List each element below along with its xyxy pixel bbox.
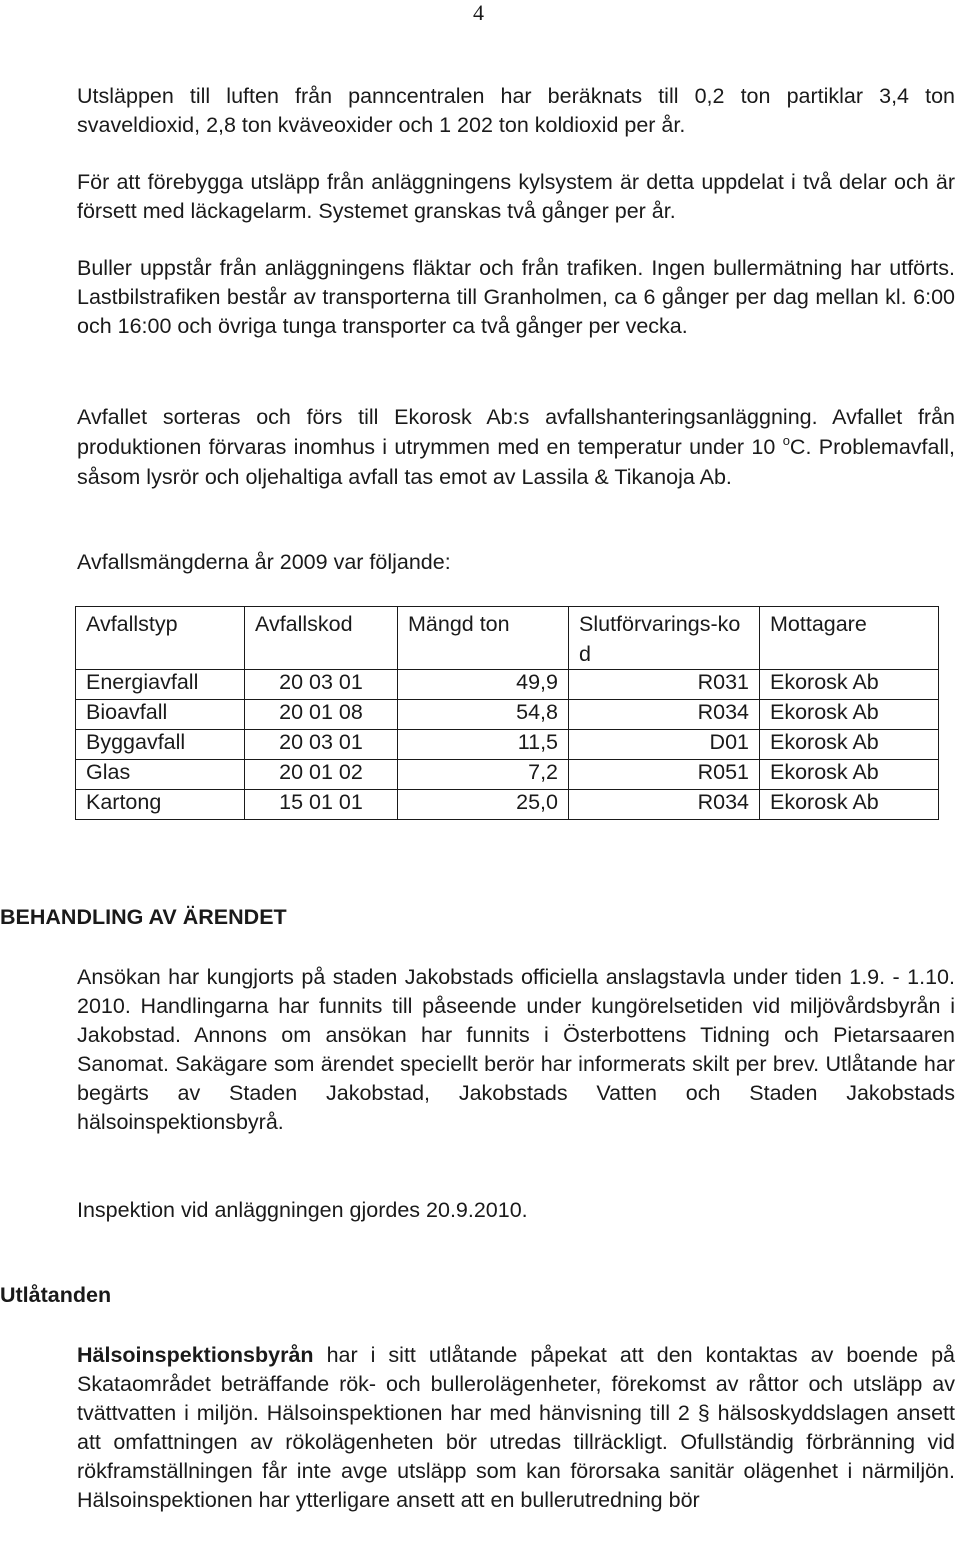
header-slutforvaringskod — [569, 607, 760, 670]
cell-avfallstyp: Energiavfall — [76, 670, 245, 700]
cell-avfallskod: 20 01 02 — [245, 760, 398, 790]
cell-slutforvaringskod: D01 — [569, 730, 760, 760]
table-row — [76, 700, 939, 730]
cell-mangd: 49,9 — [398, 670, 569, 700]
waste-paragraph-part-1: Avfallet sorteras och förs till Ekorosk Ab:s avfallshanteringsanläggning. Avfallet från produktionen förvaras inomhus i utrymmen med en temperatur under 10 — [77, 405, 955, 459]
cell-mottagare: Ekorosk Ab — [760, 670, 939, 700]
header-avfallskod: Avfallskod — [245, 607, 398, 670]
cell-avfallskod: 20 01 08 — [245, 700, 398, 730]
waste-paragraph-part-2: C. Problemavfall, såsom lysrör och oljehaltiga avfall tas emot av Lassila & Tikanoja Ab. — [77, 435, 955, 489]
table-row — [76, 760, 939, 790]
header-slutforvaringskod-label: Slutförvarings-kod — [579, 612, 741, 666]
cell-mottagare: Ekorosk Ab — [760, 760, 939, 790]
cell-mangd: 54,8 — [398, 700, 569, 730]
section-heading-utlatanden: Utlåtanden — [0, 1283, 112, 1307]
header-avfallstyp: Avfallstyp — [76, 607, 245, 670]
cell-slutforvaringskod: R034 — [569, 700, 760, 730]
utlatanden-text: har i sitt utlåtande påpekat att den kontaktas av boende på Skataområdet beträffande rök- och bullerolägenheter, förekomst av råttor och utsläpp av tvättvatten i miljön. Hälsoinspektionen har med hänvisning till 2 § hälsoskyddslagen ansett att omfattningen av rökolägenheten bör utredas tillräckligt. Ofullständig förbränning vid rökframställningen får inte avge utsläpp som kan förorsaka sanitär olägenhet i närmiljön. Hälsoinspektionen har ytterligare ansett att en bullerutredning bör — [77, 1343, 955, 1513]
header-mangd: Mängd ton — [398, 607, 569, 670]
table-row — [76, 670, 939, 700]
cell-slutforvaringskod: R031 — [569, 670, 760, 700]
cell-mottagare: Ekorosk Ab — [760, 790, 939, 820]
cell-avfallskod: 20 03 01 — [245, 670, 398, 700]
cell-avfallstyp: Kartong — [76, 790, 245, 820]
waste-amounts-intro: Avfallsmängderna år 2009 var följande: — [77, 550, 451, 574]
cell-avfallskod: 20 03 01 — [245, 730, 398, 760]
degree-superscript: o — [782, 433, 790, 448]
cell-avfallstyp: Glas — [76, 760, 245, 790]
cell-mangd: 7,2 — [398, 760, 569, 790]
noise-paragraph: Buller uppstår från anläggningens fläktar och från trafiken. Ingen bullermätning har utförts. Lastbilstrafiken består av transporterna till Granholmen, ca 6 gånger per dag mellan kl. 6:00 och 16:00 och övriga tunga transporter ca två gånger per vecka. — [77, 256, 955, 338]
page-number: 4 — [473, 0, 484, 25]
behandling-paragraph: Ansökan har kungjorts på staden Jakobstads officiella anslagstavla under tiden 1.9. - 1.10. 2010. Handlingarna har funnits till påseende under kungörelsetiden vid miljövårdsbyrån i Jakobstad. Annons om ansökan har funnits i Österbottens Tidning och Pietarsaaren Sanomat. Sakägare som ärendet speciellt berör har informerats skilt per brev. Utlåtande har begärts av Staden Jakobstad, Jakobstads Vatten och Staden Jakobstads hälsoinspektionsbyrå. — [77, 965, 955, 1135]
table-row — [76, 790, 939, 820]
cell-slutforvaringskod: R034 — [569, 790, 760, 820]
cell-mottagare: Ekorosk Ab — [760, 700, 939, 730]
waste-paragraph — [77, 402, 955, 492]
cell-mottagare: Ekorosk Ab — [760, 730, 939, 760]
utlatanden-paragraph — [77, 1341, 955, 1516]
waste-table — [75, 606, 939, 820]
section-heading-behandling: BEHANDLING AV ÄRENDET — [0, 905, 287, 929]
utlatanden-bold-lead: Hälsoinspektionsbyrån — [77, 1343, 314, 1367]
header-mottagare: Mottagare — [760, 607, 939, 670]
cell-slutforvaringskod: R051 — [569, 760, 760, 790]
cell-mangd: 25,0 — [398, 790, 569, 820]
emissions-paragraph: Utsläppen till luften från panncentralen har beräknats till 0,2 ton partiklar 3,4 ton svaveldioxid, 2,8 ton kväveoxider och 1 202 ton koldioxid per år. — [77, 84, 955, 137]
table-header-row — [76, 607, 939, 670]
table-row — [76, 730, 939, 760]
cell-avfallskod: 15 01 01 — [245, 790, 398, 820]
cell-mangd: 11,5 — [398, 730, 569, 760]
cell-avfallstyp: Byggavfall — [76, 730, 245, 760]
cooling-system-paragraph: För att förebygga utsläpp från anläggningens kylsystem är detta uppdelat i två delar och är försett med läckagelarm. Systemet granskas två gånger per år. — [77, 170, 955, 223]
cell-avfallstyp: Bioavfall — [76, 700, 245, 730]
inspection-paragraph: Inspektion vid anläggningen gjordes 20.9.2010. — [77, 1198, 528, 1222]
